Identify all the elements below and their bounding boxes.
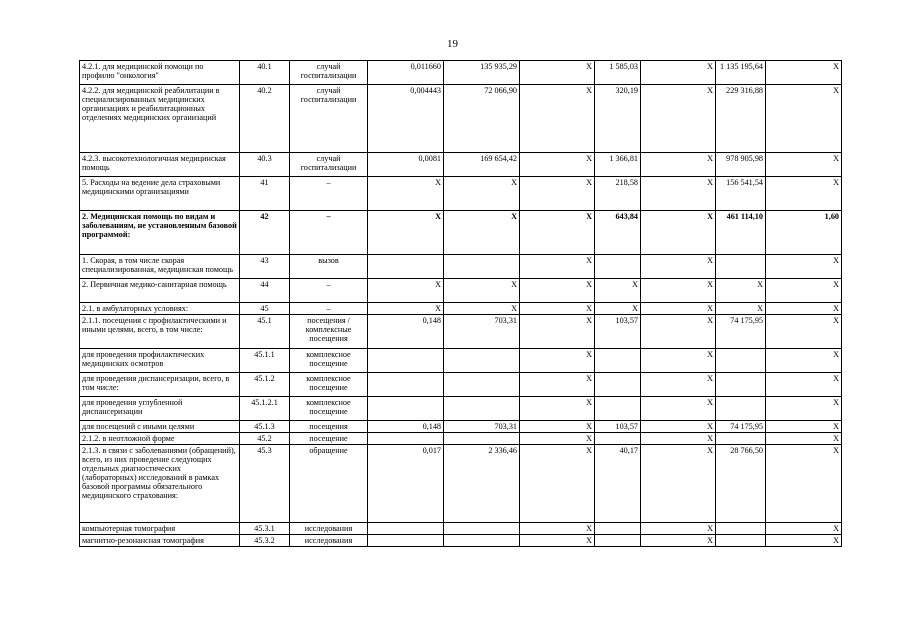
value-cell-4 (595, 255, 641, 279)
unit-cell: обращение (290, 445, 368, 523)
value-cell-7: X (766, 85, 842, 153)
table-row (80, 397, 842, 421)
value-cell-4: X (595, 279, 641, 303)
unit-cell: случай госпитализации (290, 61, 368, 85)
table-row (80, 535, 842, 547)
row-name-cell: 2.1. в амбулаторных условиях: (80, 303, 240, 315)
value-cell-7: X (766, 315, 842, 349)
value-cell-3: X (520, 177, 595, 211)
value-cell-4 (595, 523, 641, 535)
tariff-table (79, 60, 842, 547)
row-name-cell: 2.1.1. посещения с профилактическими и иными целями, всего, в том числе: (80, 315, 240, 349)
value-cell-4 (595, 535, 641, 547)
norm-volume-cell (368, 433, 444, 445)
value-cell-3: X (520, 85, 595, 153)
norm-cost-cell (444, 349, 520, 373)
value-cell-6: 74 175,95 (716, 315, 766, 349)
row-name-cell: 2.1.3. в связи с заболеваниями (обращений), всего, из них проведение следующих отдельных диагностических (лабораторных) исследований в рамках базовой программы обязательного медицинского страхования: (80, 445, 240, 523)
norm-volume-cell (368, 255, 444, 279)
unit-cell: – (290, 303, 368, 315)
row-number-cell: 45.1.3 (240, 421, 290, 433)
value-cell-5: X (641, 523, 716, 535)
norm-cost-cell (444, 523, 520, 535)
value-cell-5: X (641, 433, 716, 445)
value-cell-5: X (641, 279, 716, 303)
value-cell-6: 229 316,88 (716, 85, 766, 153)
value-cell-7: X (766, 177, 842, 211)
norm-volume-cell: 0,148 (368, 315, 444, 349)
table-row (80, 85, 842, 153)
norm-cost-cell (444, 373, 520, 397)
norm-volume-cell: 0,004443 (368, 85, 444, 153)
norm-cost-cell: X (444, 177, 520, 211)
table-row (80, 303, 842, 315)
value-cell-7: X (766, 349, 842, 373)
value-cell-3: X (520, 211, 595, 255)
value-cell-3: X (520, 445, 595, 523)
value-cell-3: X (520, 349, 595, 373)
value-cell-4: 103,57 (595, 315, 641, 349)
value-cell-6: X (716, 303, 766, 315)
norm-cost-cell: 703,31 (444, 421, 520, 433)
norm-cost-cell: X (444, 279, 520, 303)
table-row (80, 445, 842, 523)
table-body (80, 61, 842, 547)
value-cell-5: X (641, 61, 716, 85)
norm-cost-cell (444, 433, 520, 445)
value-cell-3: X (520, 373, 595, 397)
value-cell-7: X (766, 445, 842, 523)
row-name-cell: для проведения профилактических медицинских осмотров (80, 349, 240, 373)
row-name-cell: 5. Расходы на ведение дела страховыми медицинскими организациями (80, 177, 240, 211)
value-cell-3: X (520, 421, 595, 433)
norm-volume-cell: X (368, 211, 444, 255)
value-cell-5: X (641, 303, 716, 315)
norm-cost-cell (444, 397, 520, 421)
value-cell-6: 156 541,54 (716, 177, 766, 211)
row-number-cell: 44 (240, 279, 290, 303)
table-row (80, 61, 842, 85)
unit-cell: случай госпитализации (290, 153, 368, 177)
value-cell-5: X (641, 535, 716, 547)
norm-cost-cell: 169 654,42 (444, 153, 520, 177)
value-cell-7: X (766, 535, 842, 547)
table-row (80, 211, 842, 255)
value-cell-7: X (766, 373, 842, 397)
value-cell-5: X (641, 421, 716, 433)
norm-cost-cell (444, 535, 520, 547)
table-row (80, 349, 842, 373)
value-cell-7: X (766, 421, 842, 433)
value-cell-4 (595, 433, 641, 445)
value-cell-3: X (520, 303, 595, 315)
row-name-cell: 2. Медицинская помощь по видам и заболеваниям, не установленным базовой программой: (80, 211, 240, 255)
row-name-cell: компьютерная томография (80, 523, 240, 535)
row-name-cell: 4.2.2. для медицинской реабилитации в специализированных медицинских организациях и реабилитационных отделениях медицинских организаций (80, 85, 240, 153)
norm-volume-cell (368, 535, 444, 547)
value-cell-4 (595, 349, 641, 373)
table-row (80, 153, 842, 177)
table-row (80, 279, 842, 303)
value-cell-4 (595, 397, 641, 421)
norm-volume-cell (368, 397, 444, 421)
row-name-cell: для проведения углубленной диспансеризации (80, 397, 240, 421)
unit-cell: комплексное посещение (290, 349, 368, 373)
value-cell-6: 461 114,10 (716, 211, 766, 255)
norm-volume-cell: X (368, 177, 444, 211)
norm-cost-cell: 72 066,90 (444, 85, 520, 153)
norm-cost-cell: 2 336,46 (444, 445, 520, 523)
norm-cost-cell (444, 255, 520, 279)
row-number-cell: 45.1.2 (240, 373, 290, 397)
unit-cell: посещения (290, 421, 368, 433)
row-number-cell: 45.1.1 (240, 349, 290, 373)
value-cell-4: 40,17 (595, 445, 641, 523)
row-name-cell: 2. Первичная медико-санитарная помощь (80, 279, 240, 303)
value-cell-6: 28 766,50 (716, 445, 766, 523)
value-cell-6 (716, 535, 766, 547)
value-cell-6 (716, 523, 766, 535)
row-number-cell: 40.3 (240, 153, 290, 177)
value-cell-7: X (766, 397, 842, 421)
table-row (80, 421, 842, 433)
norm-cost-cell: X (444, 211, 520, 255)
value-cell-6: 978 905,98 (716, 153, 766, 177)
row-number-cell: 45.1 (240, 315, 290, 349)
unit-cell: посещения / комплексные посещения (290, 315, 368, 349)
row-number-cell: 43 (240, 255, 290, 279)
value-cell-6: 74 175,95 (716, 421, 766, 433)
norm-volume-cell: 0,148 (368, 421, 444, 433)
row-number-cell: 45 (240, 303, 290, 315)
value-cell-3: X (520, 523, 595, 535)
unit-cell: комплексное посещение (290, 373, 368, 397)
value-cell-7: X (766, 61, 842, 85)
row-name-cell: для проведения диспансеризации, всего, в том числе: (80, 373, 240, 397)
norm-volume-cell: 0,011660 (368, 61, 444, 85)
page-number: 19 (447, 38, 458, 50)
table-row (80, 177, 842, 211)
row-number-cell: 45.2 (240, 433, 290, 445)
row-name-cell: магнитно-резонансная томография (80, 535, 240, 547)
unit-cell: случай госпитализации (290, 85, 368, 153)
norm-cost-cell: X (444, 303, 520, 315)
value-cell-3: X (520, 433, 595, 445)
table-row (80, 523, 842, 535)
unit-cell: – (290, 177, 368, 211)
value-cell-4: X (595, 303, 641, 315)
value-cell-3: X (520, 153, 595, 177)
unit-cell: исследования (290, 535, 368, 547)
value-cell-4: 103,57 (595, 421, 641, 433)
row-number-cell: 41 (240, 177, 290, 211)
value-cell-5: X (641, 153, 716, 177)
norm-cost-cell: 135 935,29 (444, 61, 520, 85)
unit-cell: вызов (290, 255, 368, 279)
norm-volume-cell: 0,017 (368, 445, 444, 523)
value-cell-4: 320,19 (595, 85, 641, 153)
row-name-cell: 4.2.3. высокотехнологичная медицинская помощь (80, 153, 240, 177)
value-cell-4: 643,84 (595, 211, 641, 255)
value-cell-7: X (766, 523, 842, 535)
norm-volume-cell: X (368, 279, 444, 303)
value-cell-3: X (520, 397, 595, 421)
value-cell-6 (716, 397, 766, 421)
value-cell-5: X (641, 397, 716, 421)
value-cell-6: 1 135 195,64 (716, 61, 766, 85)
unit-cell: комплексное посещение (290, 397, 368, 421)
norm-volume-cell (368, 523, 444, 535)
value-cell-5: X (641, 255, 716, 279)
value-cell-6 (716, 373, 766, 397)
value-cell-7: X (766, 279, 842, 303)
value-cell-4: 218,58 (595, 177, 641, 211)
row-name-cell: 2.1.2. в неотложной форме (80, 433, 240, 445)
value-cell-7: 1,60 (766, 211, 842, 255)
unit-cell: – (290, 279, 368, 303)
unit-cell: исследования (290, 523, 368, 535)
value-cell-7: X (766, 433, 842, 445)
row-name-cell: 1. Скорая, в том числе скорая специализированная, медицинская помощь (80, 255, 240, 279)
table-row (80, 315, 842, 349)
value-cell-3: X (520, 255, 595, 279)
value-cell-5: X (641, 373, 716, 397)
row-number-cell: 40.1 (240, 61, 290, 85)
norm-volume-cell (368, 373, 444, 397)
value-cell-6 (716, 433, 766, 445)
value-cell-5: X (641, 349, 716, 373)
value-cell-6 (716, 255, 766, 279)
row-name-cell: для посещений с иными целями (80, 421, 240, 433)
value-cell-5: X (641, 177, 716, 211)
value-cell-7: X (766, 153, 842, 177)
value-cell-3: X (520, 315, 595, 349)
value-cell-3: X (520, 535, 595, 547)
norm-volume-cell: 0,0081 (368, 153, 444, 177)
value-cell-7: X (766, 303, 842, 315)
row-number-cell: 45.3.1 (240, 523, 290, 535)
value-cell-3: X (520, 279, 595, 303)
table-row (80, 373, 842, 397)
unit-cell: посещение (290, 433, 368, 445)
value-cell-4: 1 585,03 (595, 61, 641, 85)
norm-cost-cell: 703,31 (444, 315, 520, 349)
value-cell-3: X (520, 61, 595, 85)
norm-volume-cell (368, 349, 444, 373)
row-number-cell: 45.3 (240, 445, 290, 523)
value-cell-7: X (766, 255, 842, 279)
row-number-cell: 45.3.2 (240, 535, 290, 547)
value-cell-5: X (641, 445, 716, 523)
value-cell-5: X (641, 85, 716, 153)
value-cell-6: X (716, 279, 766, 303)
value-cell-4 (595, 373, 641, 397)
row-number-cell: 40.2 (240, 85, 290, 153)
row-number-cell: 42 (240, 211, 290, 255)
value-cell-5: X (641, 211, 716, 255)
value-cell-4: 1 366,81 (595, 153, 641, 177)
value-cell-5: X (641, 315, 716, 349)
unit-cell: – (290, 211, 368, 255)
row-number-cell: 45.1.2.1 (240, 397, 290, 421)
table-row (80, 433, 842, 445)
norm-volume-cell: X (368, 303, 444, 315)
row-name-cell: 4.2.1. для медицинской помощи по профилю "онкология" (80, 61, 240, 85)
table-row (80, 255, 842, 279)
value-cell-6 (716, 349, 766, 373)
